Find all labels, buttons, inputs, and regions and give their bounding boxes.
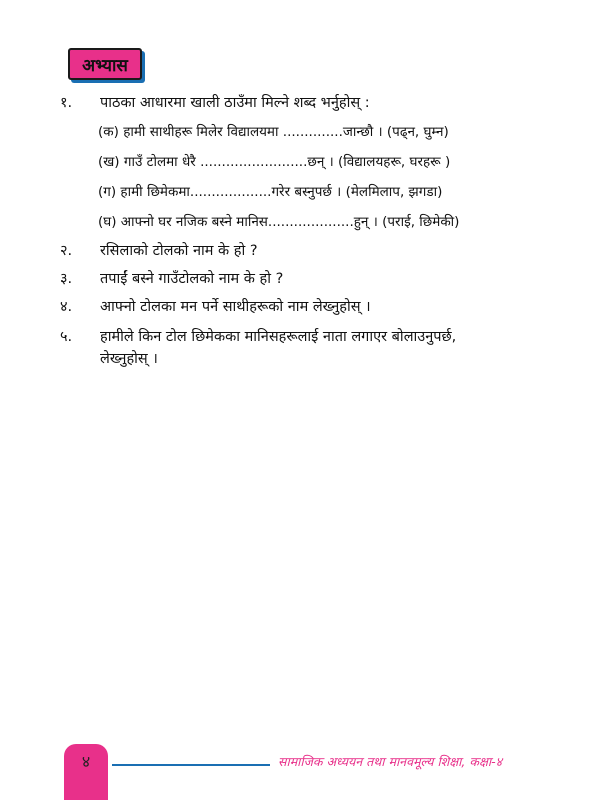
sub-item-kha: (ख) गाउँ टोलमा धेरै .........................छन् । (विद्यालयहरू, घरहरू ) xyxy=(98,154,451,170)
question-5-continued: लेख्नुहोस् । xyxy=(100,351,158,367)
exercise-heading: अभ्यास xyxy=(68,48,142,80)
question-number: ४. xyxy=(60,299,73,315)
question-text: हामीले किन टोल छिमेकका मानिसहरूलाई नाता लगाएर बोलाउनुपर्छ, xyxy=(100,329,457,345)
sub-item-ga: (ग) हामी छिमेकमा...................गरेर बस्नुपर्छ । (मेलमिलाप, झगडा) xyxy=(98,184,443,200)
question-number: २. xyxy=(60,243,73,259)
question-5 xyxy=(60,326,456,346)
question-2 xyxy=(60,240,258,260)
question-text: रसिलाको टोलको नाम के हो ? xyxy=(100,243,258,259)
question-3 xyxy=(60,268,283,288)
sub-item-gha: (घ) आफ्नो घर नजिक बस्ने मानिस....................हुन् । (पराई, छिमेकी) xyxy=(98,214,460,230)
question-1 xyxy=(60,92,370,112)
question-text: तपाईं बस्ने गाउँटोलको नाम के हो ? xyxy=(100,271,284,287)
question-text: आफ्नो टोलका मन पर्ने साथीहरूको नाम लेख्नुहोस् । xyxy=(100,299,371,315)
page-number-tab xyxy=(64,744,108,800)
question-text: पाठका आधारमा खाली ठाउँमा मिल्ने शब्द भर्नुहोस् : xyxy=(100,95,370,111)
footer-divider xyxy=(112,764,270,766)
question-number: १. xyxy=(60,95,73,111)
book-title: सामाजिक अध्ययन तथा मानवमूल्य शिक्षा, कक्षा-४ xyxy=(278,754,503,769)
question-number: ३. xyxy=(60,271,73,287)
question-number: ५. xyxy=(60,329,73,345)
sub-item-ka: (क) हामी साथीहरू मिलेर विद्यालयमा ..............जान्छौ । (पढ्न, घुम्न) xyxy=(98,124,449,140)
question-4 xyxy=(60,296,371,316)
page-number: ४ xyxy=(81,752,91,771)
